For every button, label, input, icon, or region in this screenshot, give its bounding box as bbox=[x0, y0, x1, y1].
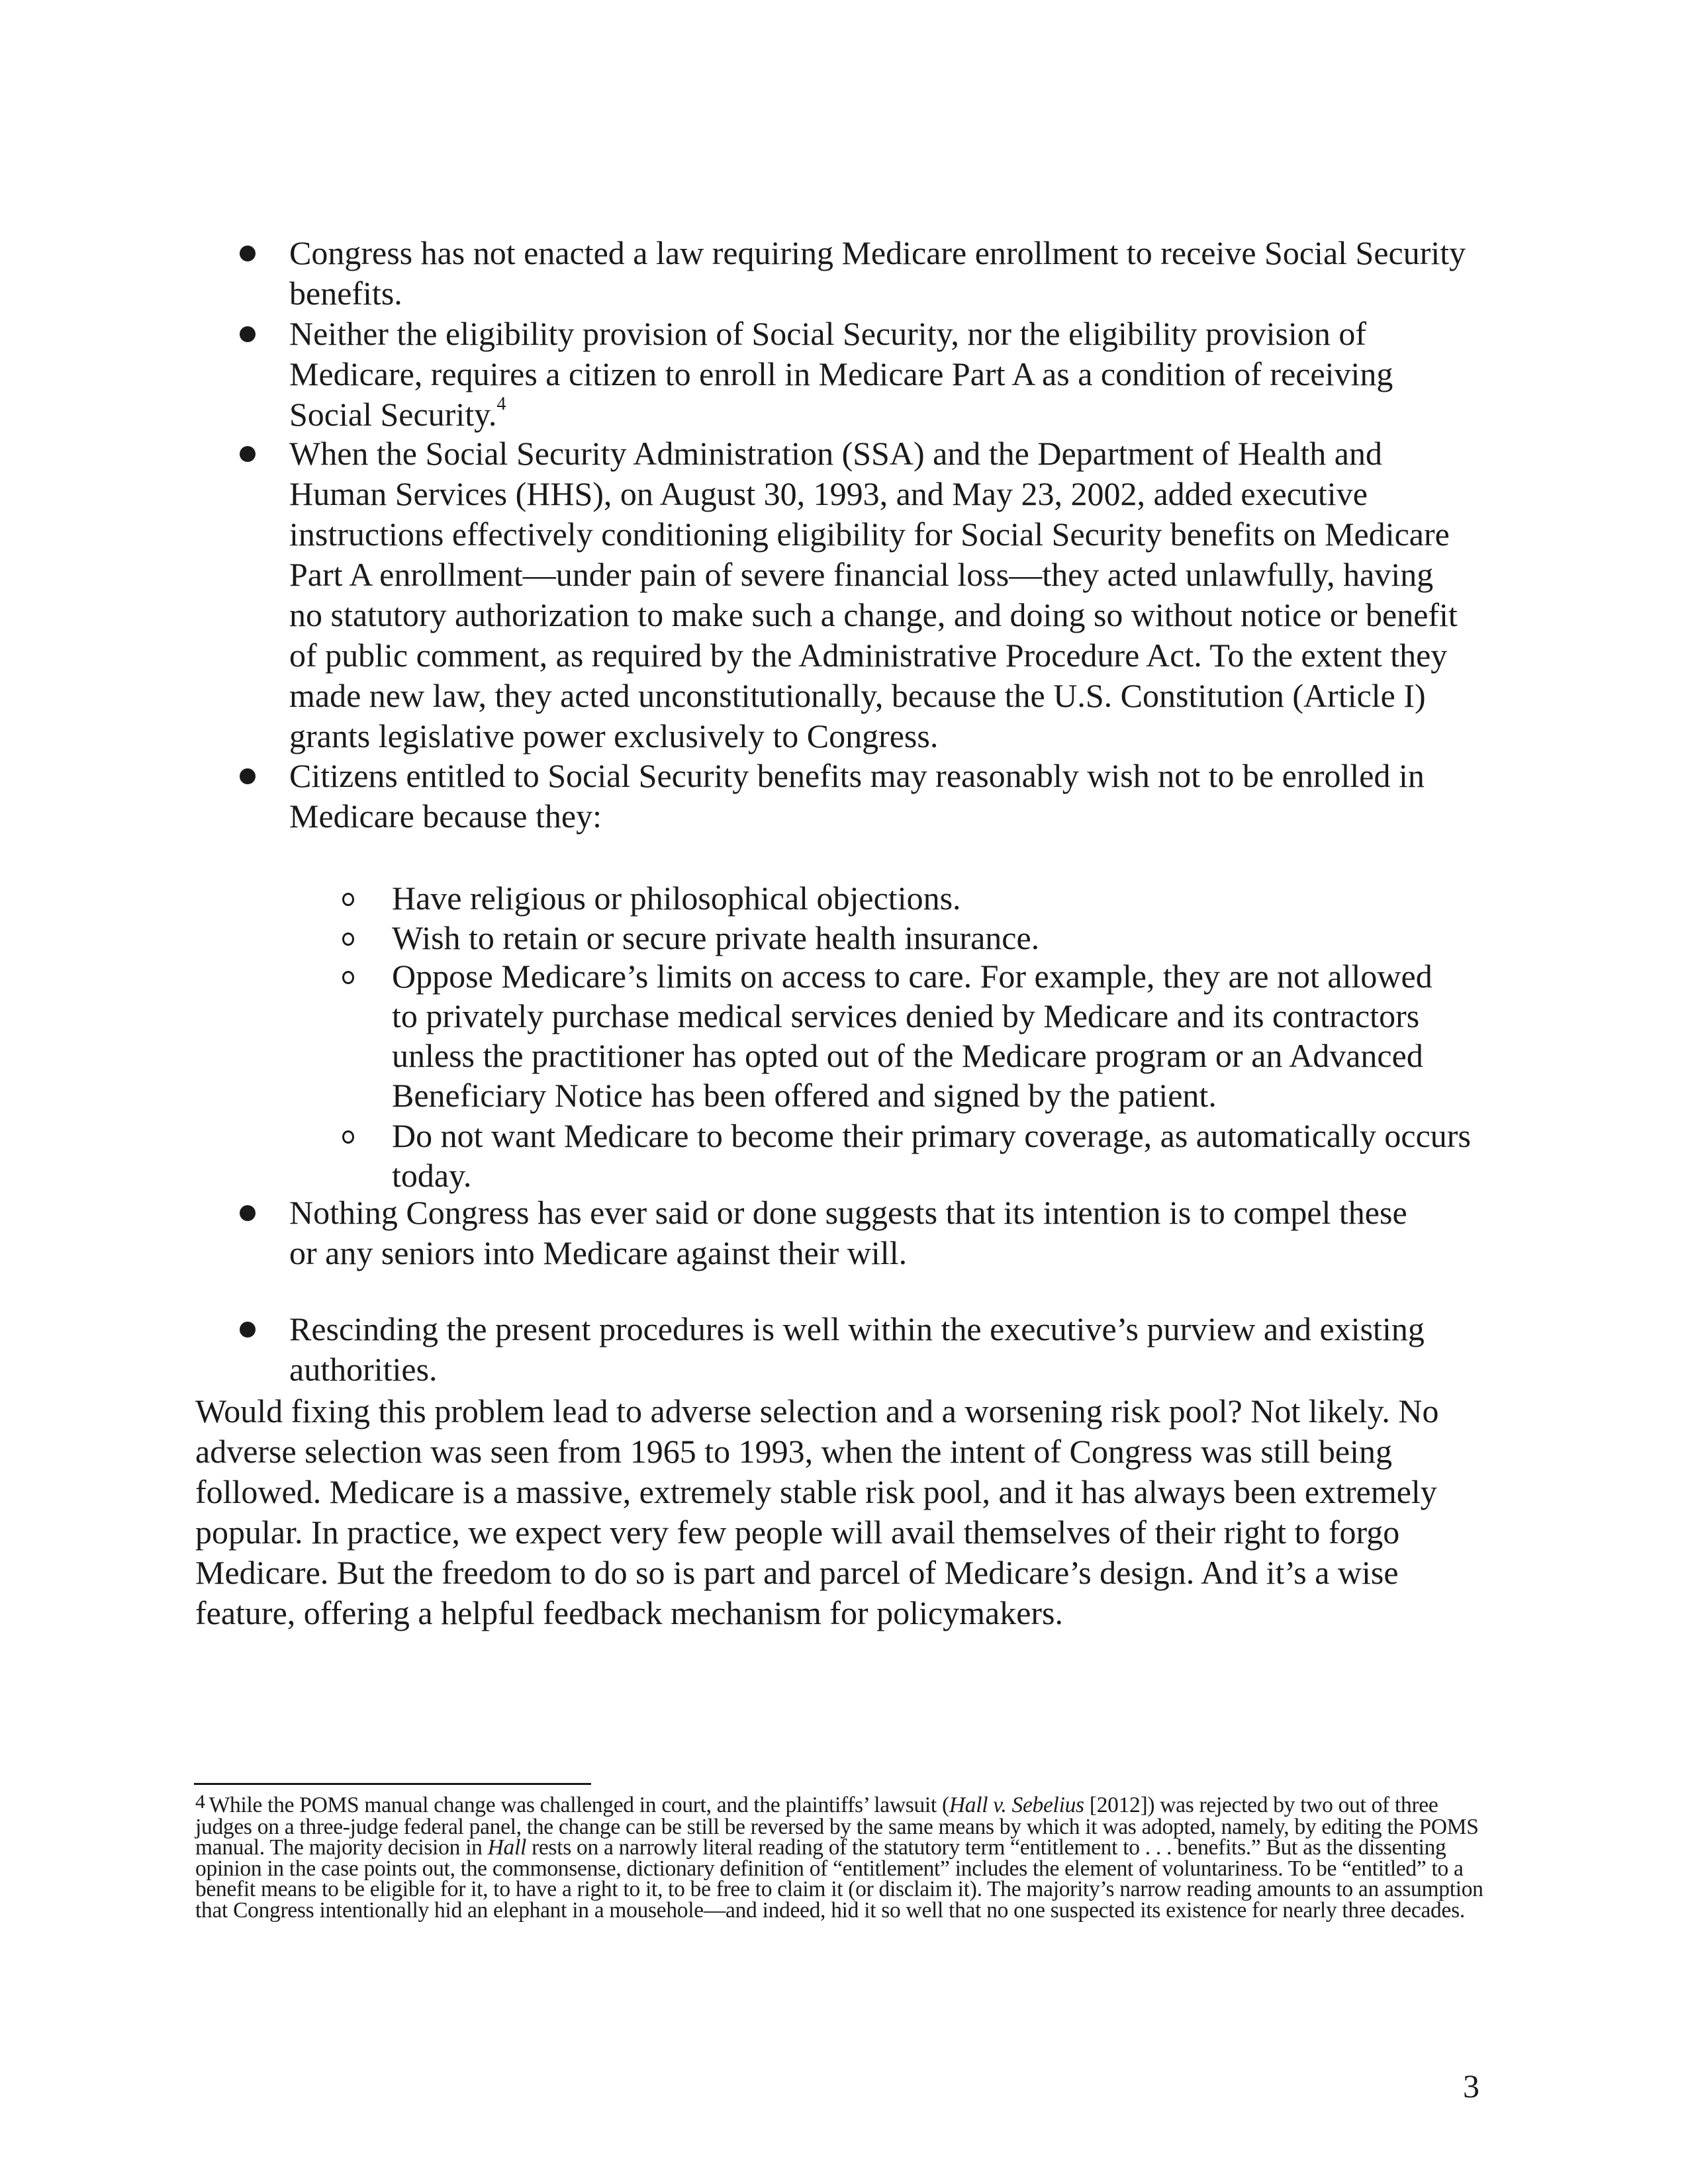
page-number: 3 bbox=[1463, 2068, 1479, 2105]
bullet-icon bbox=[240, 246, 256, 261]
bullet-icon bbox=[240, 446, 256, 462]
footnote-text-part2: [2012]) was rejected by two out of three judges on a three-judge federal panel, the change can be still be reversed by the same means by which it was adopted, namely, by editing the POMS manual. The majority decision in bbox=[195, 1793, 1479, 1860]
body-paragraph: Would fixing this problem lead to adverse selection and a worsening risk pool? Not likely. No adverse selection was seen from 1965 to 1993, when the intent of Congress was still being followed. Medicare is a massive, extremely stable risk pool, and it has always been extremely popular. In practice, we expect very few people will avail themselves of their right to forgo Medicare. But the freedom to do so is part and parcel of Medicare’s design. And it’s a wise feature, offering a helpful feedback mechanism for policymakers. bbox=[195, 1392, 1439, 1631]
bullet-text: Rescinding the present procedures is well within the executive’s purview and existing authorities. bbox=[289, 1310, 1425, 1388]
hollow-bullet-icon bbox=[342, 971, 354, 984]
bullet-text: When the Social Security Administration (SSA) and the Department of Health and Human Services (HHS), on August 30, 1993, and May 23, 2002, added executive instructions effectively conditioning eligibility for Social Security benefits on Medicare Part A enrollment—under pain of severe financial loss—they acted unlawfully, having no statutory authorization to make such a change, and doing so without notice or benefit of public comment, as required by the Administrative Procedure Act. To the extent they made new law, they acted unconstitutionally, because the U.S. Constitution (Article I) grants legislative power exclusively to Congress. bbox=[289, 435, 1458, 754]
bullet-icon bbox=[240, 768, 256, 784]
footnote-separator bbox=[194, 1783, 591, 1785]
footnote-reference[interactable]: 4 bbox=[496, 394, 506, 415]
hollow-bullet-icon bbox=[342, 1130, 354, 1144]
footnote-case-short: Hall bbox=[487, 1835, 526, 1860]
footnote-text-part1: While the POMS manual change was challenged in court, and the plaintiffs’ lawsuit ( bbox=[209, 1793, 949, 1817]
hollow-bullet-icon bbox=[342, 893, 354, 906]
bullet-icon bbox=[240, 1205, 256, 1221]
sub-item-text: Have religious or philosophical objections. bbox=[392, 880, 961, 917]
bullet-icon bbox=[240, 326, 256, 342]
footnote-number: 4 bbox=[195, 1791, 205, 1813]
hollow-bullet-icon bbox=[342, 933, 354, 946]
bullet-text: Nothing Congress has ever said or done suggests that its intention is to compel these or any seniors into Medicare against their will. bbox=[289, 1194, 1407, 1271]
bullet-text-wrap bbox=[289, 314, 1454, 435]
bullet-text: Congress has not enacted a law requiring Medicare enrollment to receive Social Security benefits. bbox=[289, 234, 1466, 312]
footnote-text-part3: rests on a narrowly literal reading of the statutory term “entitlement to . . . benefits.” But as the dissenting opinion in the case points out, the commonsense, dictionary definition of “entitlement” includes the element of voluntariness. To be “entitled” to a benefit means to be eligible for it, to have a right to it, to be free to claim it (or disclaim it). The majority’s narrow reading amounts to an assumption that Congress intentionally hid an elephant in a mousehole—and indeed, hid it so well that no one suspected its existence for nearly three decades. bbox=[195, 1835, 1483, 1923]
footnote-case-name: Hall v. Sebelius bbox=[949, 1793, 1084, 1817]
sub-item-text: Wish to retain or secure private health insurance. bbox=[392, 919, 1040, 956]
sub-item-text: Do not want Medicare to become their primary coverage, as automatically occurs today. bbox=[392, 1117, 1471, 1194]
sub-item-text: Oppose Medicare’s limits on access to care. For example, they are not allowed to privately purchase medical services denied by Medicare and its contractors unless the practitioner has opted out of the Medicare program or an Advanced Beneficiary Notice has been offered and signed by the patient. bbox=[392, 958, 1432, 1114]
footnote bbox=[195, 1791, 1493, 1923]
bullet-text: Citizens entitled to Social Security benefits may reasonably wish not to be enrolled in Medicare because they: bbox=[289, 757, 1425, 835]
bullet-text: Neither the eligibility provision of Social Security, nor the eligibility provision of Medicare, requires a citizen to enroll in Medicare Part A as a condition of receiving Social Security. bbox=[289, 315, 1393, 433]
bullet-icon bbox=[240, 1322, 256, 1338]
